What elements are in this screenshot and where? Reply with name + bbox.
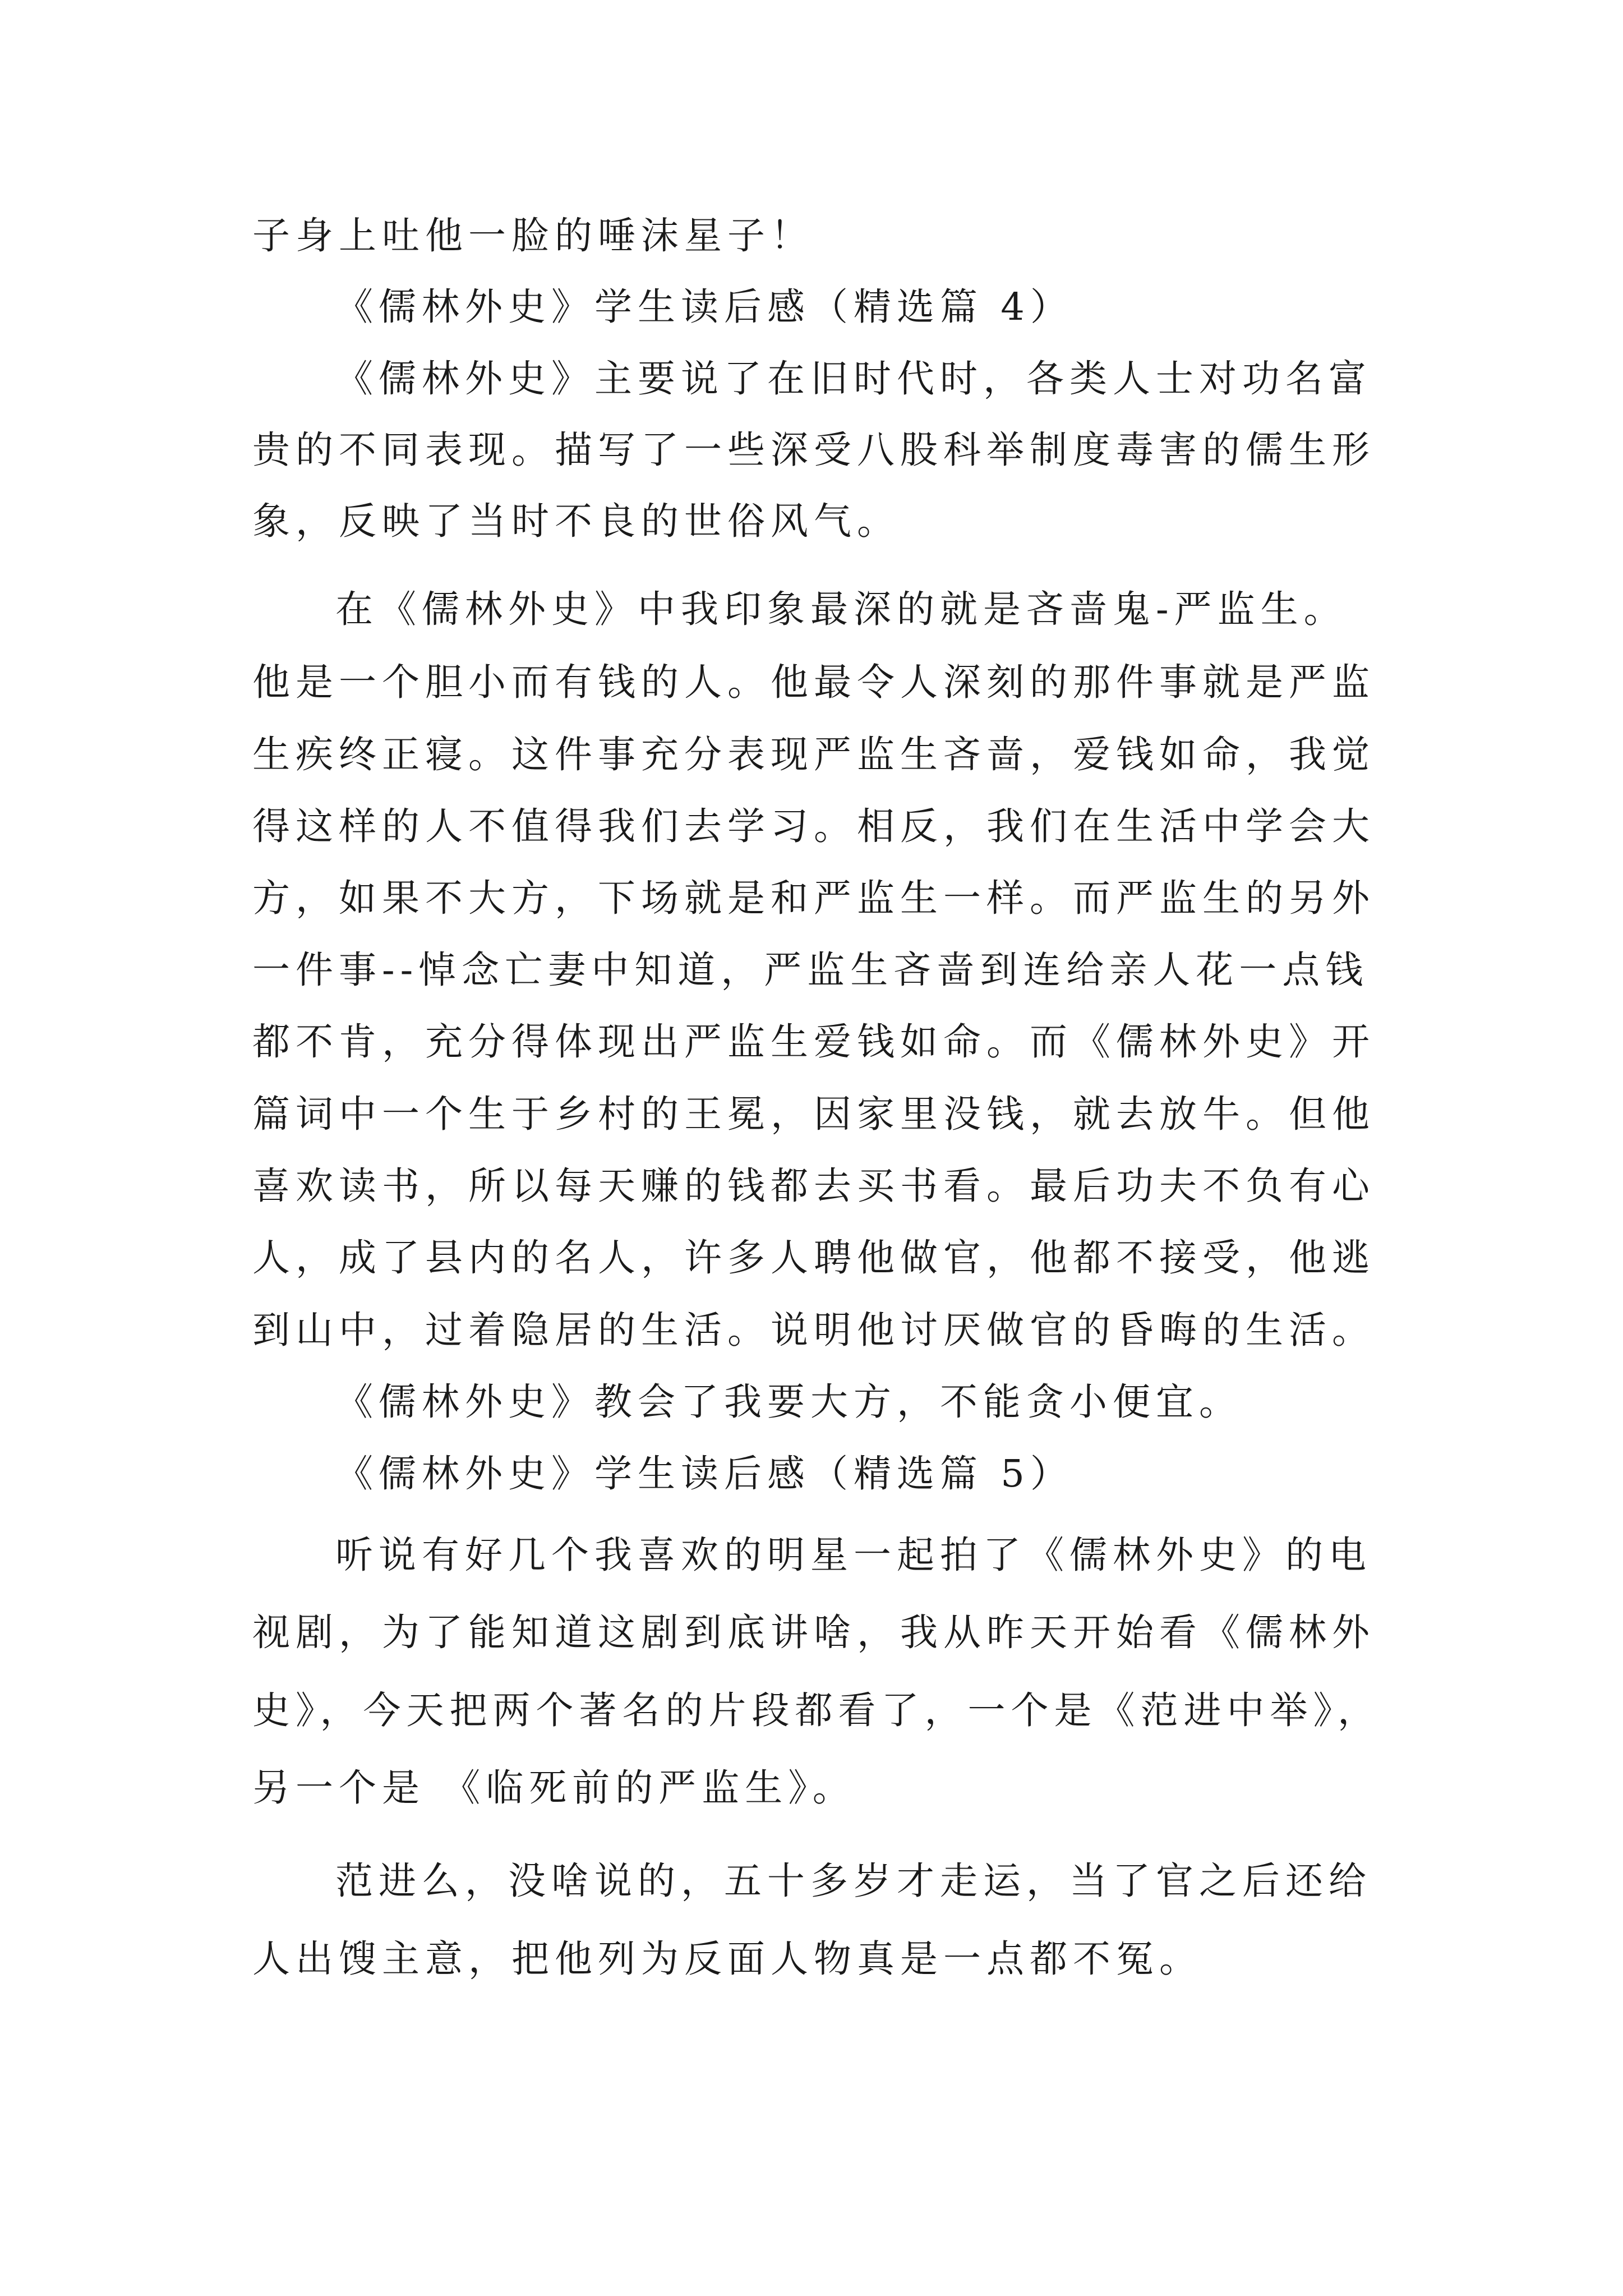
- paragraph-line: 人，成了县内的名人，许多人聘他做官，他都不接受，他逃: [252, 1236, 1375, 1280]
- paragraph-line: 视剧，为了能知道这剧到底讲啥，我从昨天开始看《儒林外: [252, 1611, 1375, 1654]
- paragraph-line: 一件事--悼念亡妻中知道，严监生吝啬到连给亲人花一点钱: [252, 948, 1369, 992]
- paragraph-line: 得这样的人不值得我们去学习。相反，我们在生活中学会大: [252, 804, 1375, 848]
- paragraph-line: 史》，今天把两个著名的片段都看了，一个是《范进中举》，: [252, 1688, 1381, 1732]
- section-heading: 《儒林外史》学生读后感（精选篇 5）: [335, 1452, 1073, 1496]
- paragraph-line: 都不肯，充分得体现出严监生爱钱如命。而《儒林外史》开: [252, 1020, 1375, 1064]
- text-line: 子身上吐他一脸的唾沫星子！: [252, 214, 814, 257]
- paragraph-line: 篇词中一个生于乡村的王冕，因家里没钱，就去放牛。但他: [252, 1092, 1375, 1136]
- paragraph-line: 他是一个胆小而有钱的人。他最令人深刻的那件事就是严监: [252, 660, 1375, 704]
- paragraph-line: 生疾终正寝。这件事充分表现严监生吝啬，爱钱如命，我觉: [252, 733, 1375, 776]
- paragraph-line: 方，如果不大方，下场就是和严监生一样。而严监生的另外: [252, 876, 1375, 920]
- paragraph-line: 《儒林外史》教会了我要大方，不能贪小便宜。: [335, 1380, 1242, 1424]
- paragraph-line: 喜欢读书，所以每天赚的钱都去买书看。最后功夫不负有心: [252, 1164, 1375, 1208]
- paragraph-line: 范进么，没啥说的，五十多岁才走运，当了官之后还给: [335, 1859, 1372, 1903]
- paragraph-line: 《儒林外史》主要说了在旧时代时，各类人士对功名富: [335, 357, 1372, 401]
- paragraph-line: 在《儒林外史》中我印象最深的就是吝啬鬼-严监生。: [335, 587, 1347, 631]
- paragraph-line: 贵的不同表现。描写了一些深受八股科举制度毒害的儒生形: [252, 428, 1375, 472]
- paragraph-line: 到山中，过着隐居的生活。说明他讨厌做官的昏晦的生活。: [252, 1308, 1375, 1352]
- paragraph-line: 人出馊主意，把他列为反面人物真是一点都不冤。: [252, 1937, 1202, 1981]
- section-heading: 《儒林外史》学生读后感（精选篇 4）: [335, 285, 1073, 329]
- paragraph-line: 象，反映了当时不良的世俗风气。: [252, 499, 900, 543]
- paragraph-line: 听说有好几个我喜欢的明星一起拍了《儒林外史》的电: [335, 1533, 1372, 1577]
- paragraph-line: 另一个是 《临死前的严监生》。: [252, 1766, 856, 1810]
